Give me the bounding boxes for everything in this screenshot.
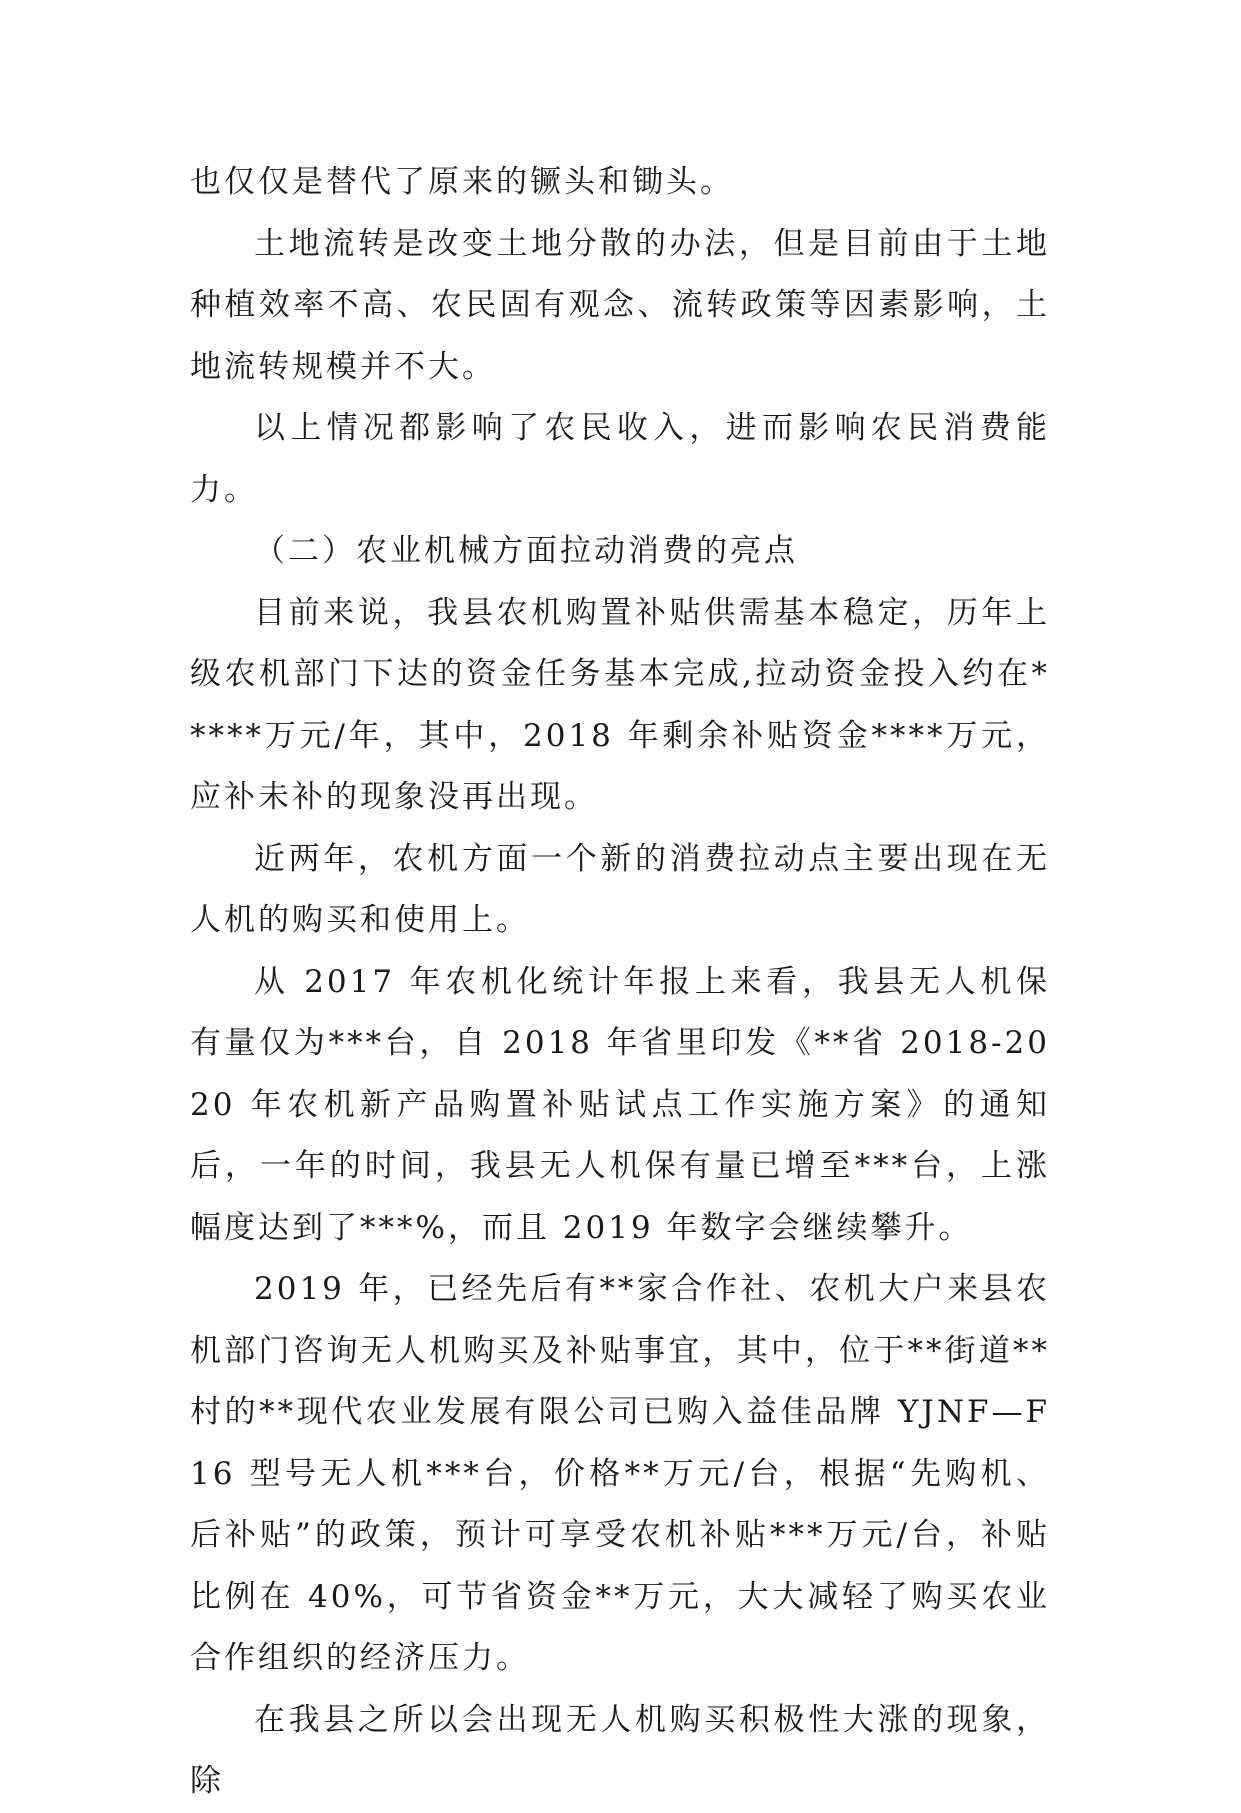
paragraph-reason-intro: 在我县之所以会出现无人机购买积极性大涨的现象，除 bbox=[190, 1701, 1050, 1799]
paragraph-drone-purchase-2019: 2019 年，已经先后有**家合作社、农机大户来县农机部门咨询无人机购买及补贴事宜，其中，位于**街道**村的**现代农业发展有限公司已购入益佳品牌 YJNF—F16 型号无人机***台，价格**万元/台，根据“先购机、后补贴”的政策，预计可享受农机补贴***万元/台，补贴比例在 40%，可节省资金**万元，大大减轻了购买农业合作组织的经济压力。 bbox=[190, 1271, 1050, 1676]
paragraph-continuation: 也仅仅是替代了原来的镢头和锄头。 bbox=[190, 164, 734, 200]
paragraph-drone-trend: 近两年，农机方面一个新的消费拉动点主要出现在无人机的购买和使用上。 bbox=[190, 840, 1050, 938]
section-heading: （二）农业机械方面拉动消费的亮点 bbox=[254, 533, 798, 569]
paragraph-drone-statistics: 从 2017 年农机化统计年报上来看，我县无人机保有量仅为***台，自 2018 年省里印发《**省 2018-2020 年农机新产品购置补贴试点工作实施方案》的通知后，一年的时间，我县无人机保有量已增至***台，上涨幅度达到了***%，而且 2019 年数字会继续攀升。 bbox=[190, 963, 1050, 1246]
paragraph-income-impact: 以上情况都影响了农民收入，进而影响农民消费能力。 bbox=[190, 410, 1050, 508]
paragraph-subsidy-status: 目前来说，我县农机购置补贴供需基本稳定，历年上级农机部门下达的资金任务基本完成,拉动资金投入约在*****万元/年，其中，2018 年剩余补贴资金****万元，应补未补的现象没再出现。 bbox=[190, 594, 1050, 815]
document-body bbox=[190, 152, 1050, 1813]
paragraph-land-transfer: 土地流转是改变土地分散的办法，但是目前由于土地种植效率不高、农民固有观念、流转政策等因素影响，土地流转规模并不大。 bbox=[190, 225, 1050, 385]
